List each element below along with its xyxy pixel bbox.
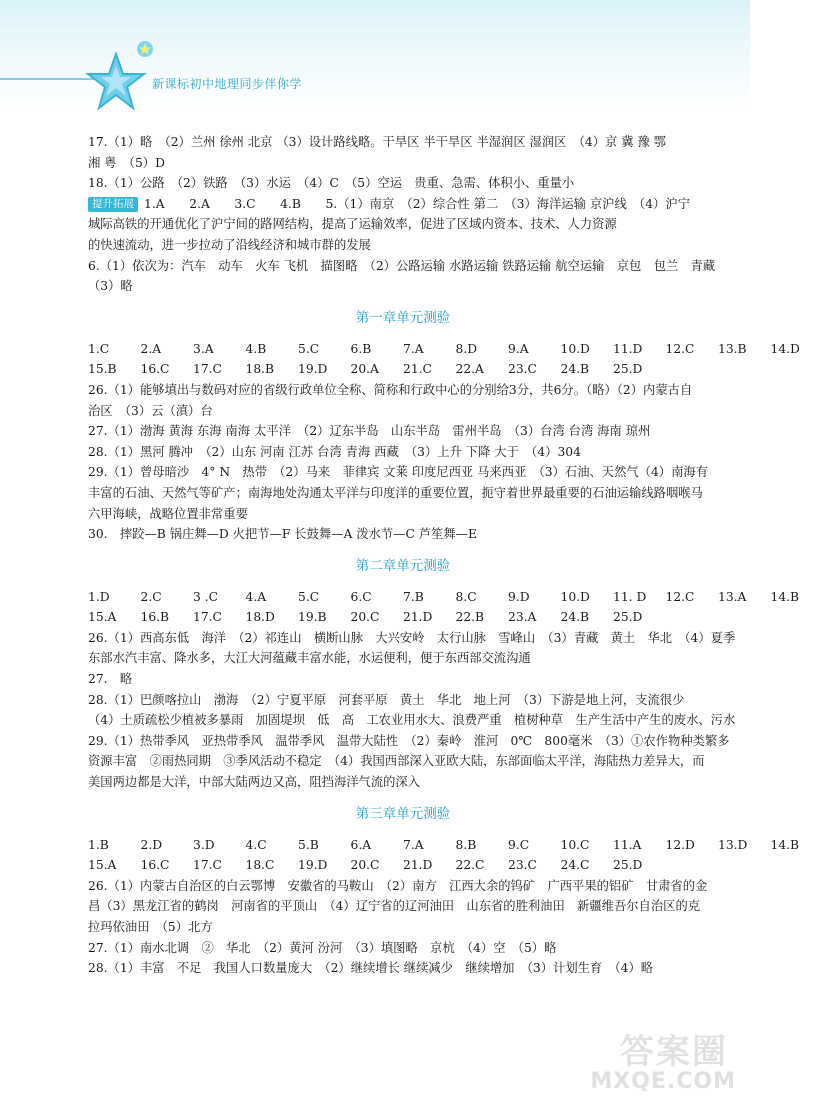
mc-answer: 10.D: [560, 589, 590, 604]
mc-answer-row: [88, 607, 718, 628]
mc-answer: 18.B: [245, 362, 275, 377]
mc-answer: 25.D: [613, 858, 643, 873]
answer-line: 29.（1）热带季风 亚热带季风 温带季风 温带大陆性 （2）秦岭 淮河 0℃ 800毫米 （3）①农作物种类繁多: [88, 733, 730, 748]
mc-answer: 19.D: [298, 858, 328, 873]
mc-answer: 10.D: [560, 341, 590, 356]
answer-line: 城际高铁的开通优化了沪宁间的路网结构，提高了运输效率，促进了区域内资本、技术、人力资源: [88, 217, 617, 232]
mc-answer: 16.B: [140, 610, 170, 625]
mc-answer: 7.B: [403, 589, 424, 604]
mc-answer-row: [88, 359, 718, 380]
tisheng-line: [88, 194, 718, 215]
mc-answer: 13.B: [718, 341, 747, 356]
mc-answer: 12.D: [665, 837, 695, 852]
answer-line: 东部水汽丰富、降水多，大江大河蕴藏丰富水能，水运便利，便于东西部交流沟通: [88, 651, 531, 666]
mc-answer: 2.D: [140, 837, 163, 852]
section-title: 第三章单元测验: [355, 805, 451, 822]
mc-answer: 8.D: [455, 341, 478, 356]
mc-answer: 22.B: [455, 610, 485, 625]
mc-answer: 9.C: [508, 837, 530, 852]
series-title: 新课标初中地理同步伴你学: [152, 77, 303, 91]
mc-answer: 21.D: [403, 858, 433, 873]
watermark-url: MXQE.COM: [590, 1069, 736, 1094]
mc-answer: 15.A: [88, 858, 117, 873]
answer-line: 30. 摔跤—B 锅庄舞—D 火把节—F 长鼓舞—A 泼水节—C 芦笙舞—E: [88, 527, 477, 542]
answer-line: 昌（3）黑龙江省的鹤岗 河南省的平顶山 （4）辽宁省的辽河油田 山东省的胜利油田 新疆维吾尔自治区的克: [88, 899, 701, 914]
mc-answer: 4.B: [245, 341, 267, 356]
answer-line: 资源丰富 ②雨热同期 ③季风活动不稳定 （4）我国西部深入亚欧大陆，东部面临太平洋，海陆热力差异大，而: [88, 754, 705, 769]
mc-answer: 25.D: [613, 610, 643, 625]
section-badge: 提升拓展: [88, 197, 138, 212]
mc-answer: 5.B: [298, 837, 319, 852]
answer-text: 1.A 2.A 3.C 4.B 5.（1）南京 （2）综合性 第二 （3）海洋运输 京沪线 （4）沪宁: [144, 196, 690, 211]
mc-answer: 20.A: [350, 362, 379, 377]
mc-answer: 24.B: [560, 610, 590, 625]
mc-answer: 20.C: [350, 858, 380, 873]
mc-answer: 16.C: [140, 362, 170, 377]
mc-answer: 7.A: [403, 837, 424, 852]
mc-answer: 11.D: [613, 341, 643, 356]
mc-answer: 8.C: [455, 589, 477, 604]
mc-answer: 8.B: [455, 837, 477, 852]
answer-line: 28.（1）丰富 不足 我国人口数量庞大 （2）继续增长 继续减少 继续增加 （3）计划生育 （4）略: [88, 961, 654, 976]
mc-answer: 22.C: [455, 858, 485, 873]
mc-answer: 12.C: [665, 589, 695, 604]
mc-answer: 25.D: [613, 362, 643, 377]
mc-answer: 7.A: [403, 341, 424, 356]
mc-answer: 22.A: [455, 362, 484, 377]
answer-line: 26.（1）西高东低 海洋 （2）祁连山 横断山脉 大兴安岭 太行山脉 雪峰山 （3）青藏 黄土 华北 （4）夏季: [88, 630, 736, 645]
mc-answer: 13.D: [718, 837, 748, 852]
mc-answer: 17.C: [193, 858, 222, 873]
answer-line: 6.（1）依次为：汽车 动车 火车 飞机 描图略 （2）公路运输 水路运输 铁路运输 航空运输 京包 包兰 青藏: [88, 258, 716, 273]
answer-content: [88, 132, 800, 979]
mc-answer: 9.A: [508, 341, 529, 356]
mc-answer: 15.B: [88, 362, 117, 377]
mc-answer: 23.A: [508, 610, 537, 625]
answer-line: 28.（1）巴颜喀拉山 渤海 （2）宁夏平原 河套平原 黄土 华北 地上河 （3）下游是地上河，支流很少: [88, 692, 685, 707]
watermark-logo: [590, 1018, 746, 1098]
mc-answer: 10.C: [560, 837, 590, 852]
mc-answer: 14.D: [770, 341, 800, 356]
mc-answer-row: [88, 835, 800, 856]
mc-answer: 6.C: [350, 589, 372, 604]
answer-line: 17.（1）略 （2）兰州 徐州 北京 （3）设计路线略。干旱区 半干旱区 半湿润区 湿润区 （4）京 冀 豫 鄂: [88, 135, 666, 149]
mc-answer: 24.C: [560, 858, 590, 873]
mc-answer: 16.C: [140, 858, 170, 873]
mc-answer: 3 .C: [193, 589, 219, 604]
watermark-text: 答案圈: [620, 1032, 728, 1072]
mc-answer: 14.B: [770, 589, 800, 604]
mc-answer: 17.C: [193, 610, 222, 625]
mc-answer: 12.C: [665, 341, 695, 356]
mc-answer: 20.C: [350, 610, 380, 625]
mc-answer: 2.A: [140, 341, 162, 356]
mc-answer: 4.A: [245, 589, 267, 604]
answer-line: 美国两边都是大洋，中部大陆两边又高，阻挡海洋气流的深入: [88, 775, 421, 790]
mc-answer: 21.D: [403, 610, 433, 625]
answer-line: 的快速流动，进一步拉动了沿线经济和城市群的发展: [88, 237, 371, 252]
answer-line: （3）略: [88, 279, 133, 294]
mc-answer-row: [88, 339, 800, 360]
mc-answer: 14.B: [770, 837, 800, 852]
mc-answer: 5.C: [298, 589, 320, 604]
answer-line: 26.（1）能够填出与数码对应的省级行政单位全称、简称和行政中心的分别给3分，共6分。（略）（2）内蒙古自: [88, 382, 693, 397]
mc-answer: 15.A: [88, 610, 117, 625]
answer-line: 28.（1）黑河 腾冲 （2）山东 河南 江苏 台湾 青海 西藏 （3）上升 下降 大于 （4）304: [88, 444, 581, 459]
mc-answer: 11. D: [613, 589, 647, 604]
answer-line: 六甲海峡，战略位置非常重要: [88, 506, 248, 521]
star-logo-icon: [86, 52, 146, 112]
mc-answer: 4.C: [245, 837, 267, 852]
answer-line: 26.（1）内蒙古自治区的白云鄂博 安徽省的马鞍山 （2）南方 江西大余的钨矿 广西平果的铝矿 甘肃省的金: [88, 878, 708, 893]
answer-line: 湘 粤 （5）D: [88, 155, 165, 170]
answer-line: 27.（1）南水北调 ② 华北 （2）黄河 汾河 （3）填图略 京杭 （4）空 （5）略: [88, 940, 557, 955]
mc-answer: 19.B: [298, 610, 327, 625]
mc-answer: 24.B: [560, 362, 590, 377]
mc-answer: 1.C: [88, 341, 110, 356]
section-title: 第一章单元测验: [355, 309, 451, 326]
mc-answer: 17.C: [193, 362, 222, 377]
answer-line: 29.（1）曾母暗沙 4° N 热带 （2）马来 菲律宾 文莱 印度尼西亚 马来西亚 （3）石油、天然气（4）南海有: [88, 465, 708, 480]
mc-answer: 11.A: [613, 837, 642, 852]
small-star-icon: [136, 40, 154, 58]
mc-answer: 2.C: [140, 589, 162, 604]
answer-line: 治区 （3）云（滇）台: [88, 403, 213, 418]
mc-answer: 5.C: [298, 341, 320, 356]
mc-answer: 19.D: [298, 362, 328, 377]
mc-answer: 1.D: [88, 589, 110, 604]
answer-line: 18.（1）公路 （2）铁路 （3）水运 （4）C （5）空运 贵重、急需、体积小、重量小: [88, 176, 575, 191]
mc-answer: 18.C: [245, 858, 275, 873]
mc-answer: 21.C: [403, 362, 432, 377]
section-title: 第二章单元测验: [355, 557, 451, 574]
answer-line: 27. 略: [88, 672, 133, 687]
mc-answer: 6.B: [350, 341, 372, 356]
answer-line: （4）土质疏松少植被多暴雨 加固堤坝 低 高 工农业用水大、浪费严重 植树种草 生产生活中产生的废水、污水: [88, 713, 736, 728]
mc-answer: 23.C: [508, 362, 537, 377]
answer-line: 拉玛依油田 （5）北方: [88, 920, 213, 934]
mc-answer-row: [88, 855, 718, 876]
mc-answer: 6.A: [350, 837, 372, 852]
answer-line: 27.（1）渤海 黄海 东海 南海 太平洋 （2）辽东半岛 山东半岛 雷州半岛 （3）台湾 台湾 海南 琼州: [88, 424, 651, 439]
mc-answer: 13.A: [718, 589, 747, 604]
mc-answer: 1.B: [88, 837, 109, 852]
mc-answer: 23.C: [508, 858, 537, 873]
mc-answer: 3.D: [193, 837, 215, 852]
mc-answer: 18.D: [245, 610, 275, 625]
answer-line: 丰富的石油、天然气等矿产；南海地处沟通太平洋与印度洋的重要位置，扼守着世界最重要的石油运输线路咽喉马: [88, 485, 703, 500]
mc-answer-row: [88, 587, 800, 608]
mc-answer: 3.A: [193, 341, 214, 356]
mc-answer: 9.D: [508, 589, 530, 604]
